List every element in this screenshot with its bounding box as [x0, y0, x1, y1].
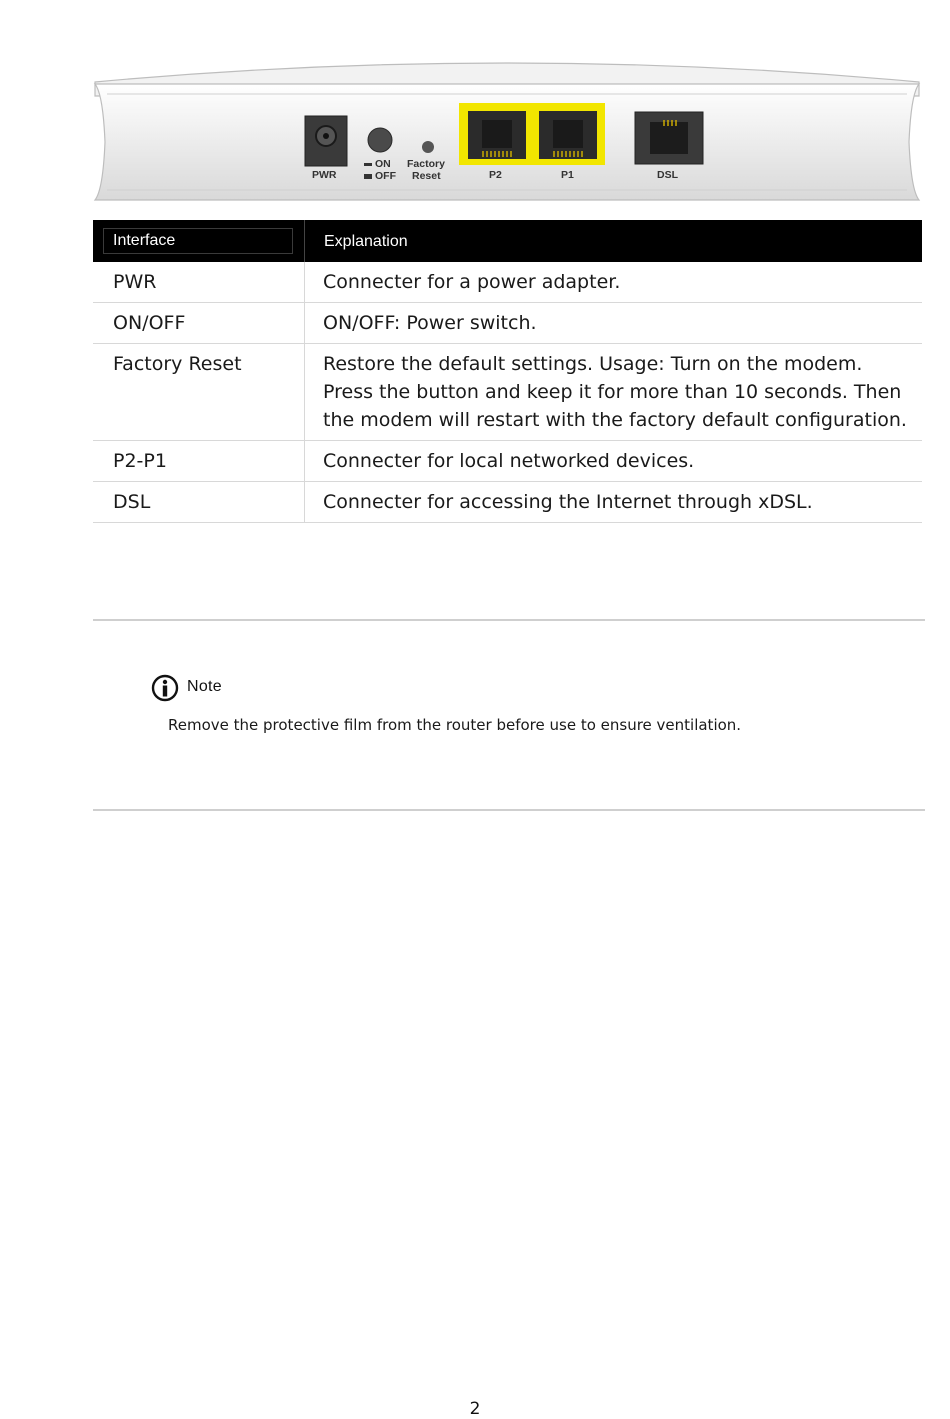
- off-label: OFF: [375, 170, 396, 182]
- header-explanation: Explanation: [324, 233, 408, 250]
- interface-cell: PWR: [93, 262, 305, 302]
- p1-label: P1: [561, 169, 574, 181]
- table-row: [93, 303, 922, 344]
- p2-label: P2: [489, 169, 502, 181]
- note-text: Remove the protective film from the router before use to ensure ventilation.: [168, 716, 742, 734]
- table-header: [93, 220, 922, 262]
- table-row: [93, 344, 922, 441]
- explanation-cell: ON/OFF: Power switch.: [323, 312, 537, 334]
- page-number: 2: [469, 1399, 481, 1419]
- interface-table: [93, 220, 922, 523]
- pwr-label: PWR: [312, 169, 337, 181]
- router-illustration: [93, 56, 922, 206]
- header-interface: Interface: [113, 232, 176, 249]
- note-title: Note: [187, 678, 222, 695]
- reset-button: [422, 141, 434, 153]
- dsl-label: DSL: [657, 169, 678, 181]
- table-row: [93, 262, 922, 303]
- explanation-cell: Restore the default settings. Usage: Turn on the modem. Press the button and keep it for more than 10 seconds. Then the modem will restart with the factory default configuration.: [323, 353, 907, 431]
- header-interface-cell: [93, 220, 305, 262]
- on-label: ON: [375, 158, 391, 170]
- interface-cell: DSL: [93, 482, 305, 522]
- explanation-cell: Connecter for a power adapter.: [323, 271, 621, 293]
- interface-cell: ON/OFF: [93, 303, 305, 343]
- explanation-cell: Connecter for accessing the Internet through xDSL.: [323, 491, 813, 513]
- explanation-cell: Connecter for local networked devices.: [323, 450, 695, 472]
- router-back-panel: [93, 56, 922, 206]
- table-row: [93, 441, 922, 482]
- note-bottom-divider: [93, 809, 925, 811]
- info-icon: [151, 674, 179, 706]
- factory-label: Factory: [407, 158, 445, 170]
- note-top-divider: [93, 619, 925, 621]
- interface-cell: Factory Reset: [93, 344, 305, 440]
- reset-label: Reset: [412, 170, 441, 182]
- header-explanation-cell: [305, 220, 922, 262]
- interface-cell: P2-P1: [93, 441, 305, 481]
- table-row: [93, 482, 922, 523]
- power-switch: [368, 128, 392, 152]
